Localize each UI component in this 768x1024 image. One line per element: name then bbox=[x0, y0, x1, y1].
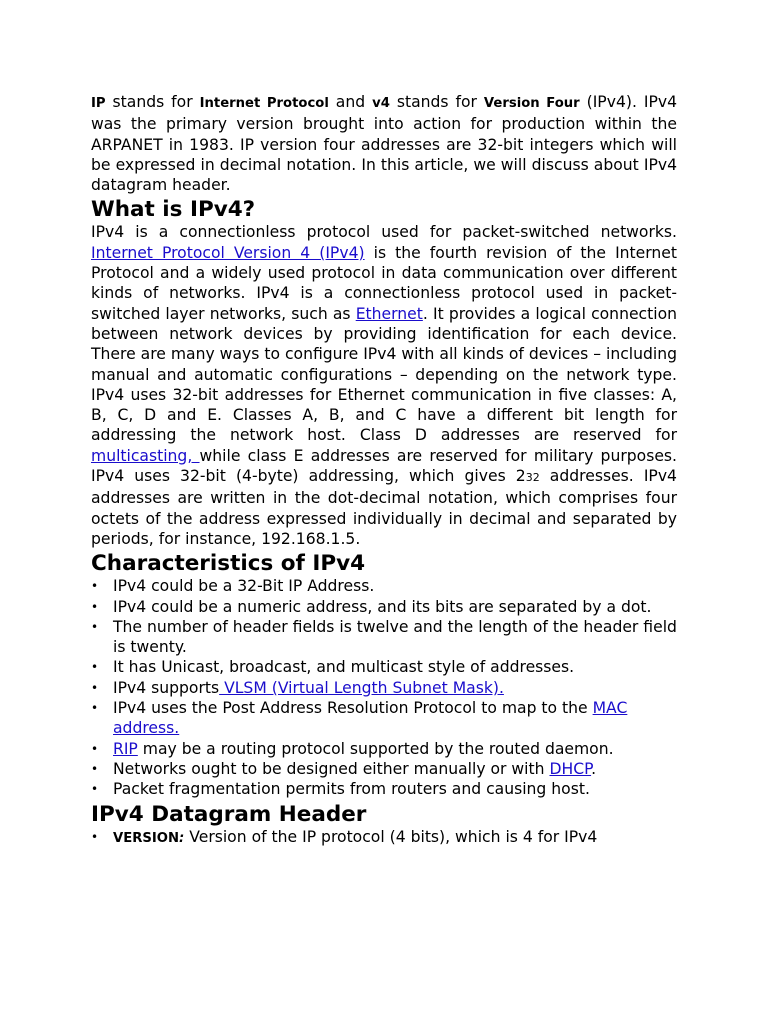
multicasting-link[interactable]: multicasting, bbox=[91, 446, 200, 465]
list-item: • The number of header fields is twelve and the length of the header field is twenty. bbox=[113, 617, 677, 658]
list-item: • RIP may be a routing protocol supported by the routed daemon. bbox=[113, 739, 677, 759]
heading-what-is-ipv4: What is IPv4? bbox=[91, 197, 256, 223]
v4-term: v4 bbox=[372, 96, 390, 111]
heading-characteristics: Characteristics of IPv4 bbox=[91, 551, 366, 577]
document-page bbox=[91, 92, 677, 849]
ipv4-link[interactable]: Internet Protocol Version 4 (IPv4) bbox=[91, 243, 365, 262]
heading-datagram-header: IPv4 Datagram Header bbox=[91, 801, 367, 827]
list-item: • It has Unicast, broadcast, and multicast style of addresses. bbox=[113, 657, 677, 677]
what-is-ipv4-paragraph: IPv4 is a connectionless protocol used for packet-switched networks. Internet Protocol Version 4 (IPv4) is the fourth revision of the Internet Protocol and a widely used protocol in data communication over different kinds of networks. IPv4 is a connectionless protocol used in packet-switched layer networks, such as Ethernet. It provides a logical connection between network devices by providing identification for each device. There are many ways to configure IPv4 with all kinds of devices – including manual and automatic configurations – depending on the network type. IPv4 uses 32-bit addresses for Ethernet communication in five classes: A, B, C, D and E. Classes A, B, and C have a different bit length for addressing the network host. Class D addresses are reserved for multicasting, while class E addresses are reserved for military purposes. IPv4 uses 32-bit (4-byte) addressing, which gives 232 addresses. IPv4 addresses are written in the dot-decimal notation, which comprises four octets of the address expressed individually in decimal and separated by periods, for instance, 192.168.1.5. bbox=[91, 223, 677, 548]
rip-link[interactable]: RIP bbox=[113, 739, 138, 758]
internet-protocol-term: Internet Protocol bbox=[199, 96, 329, 111]
exponent: 32 bbox=[525, 471, 540, 485]
list-item: • IPv4 supports VLSM (Virtual Length Subnet Mask). bbox=[113, 678, 677, 698]
characteristics-list bbox=[91, 576, 677, 799]
version-label: VERSION bbox=[113, 830, 180, 846]
list-item: • Networks ought to be designed either manually or with DHCP. bbox=[113, 759, 677, 779]
list-item: • IPv4 uses the Post Address Resolution Protocol to map to the MAC address. bbox=[113, 698, 677, 739]
mac-address-link[interactable]: MAC address. bbox=[113, 699, 628, 738]
ip-term: IP bbox=[91, 96, 106, 111]
dhcp-link[interactable]: DHCP bbox=[549, 759, 592, 778]
list-item: • IPv4 could be a 32-Bit IP Address. bbox=[113, 576, 677, 596]
list-item: • Packet fragmentation permits from routers and causing host. bbox=[113, 779, 677, 799]
version-four-term: Version Four bbox=[483, 96, 580, 111]
datagram-header-list bbox=[91, 827, 677, 849]
intro-paragraph: IP stands for Internet Protocol and v4 stands for Version Four (IPv4). IPv4 was the primary version brought into action for production within the ARPANET in 1983. IP version four addresses are 32-bit integers which will be expressed in decimal notation. In this article, we will discuss about IPv4 datagram header. bbox=[91, 93, 678, 195]
list-item: • IPv4 could be a numeric address, and its bits are separated by a dot. bbox=[113, 597, 677, 617]
ethernet-link[interactable]: Ethernet bbox=[355, 304, 423, 323]
list-item: • VERSION: Version of the IP protocol (4 bits), which is 4 for IPv4 bbox=[113, 827, 677, 849]
vlsm-link[interactable]: VLSM (Virtual Length Subnet Mask). bbox=[219, 678, 504, 697]
